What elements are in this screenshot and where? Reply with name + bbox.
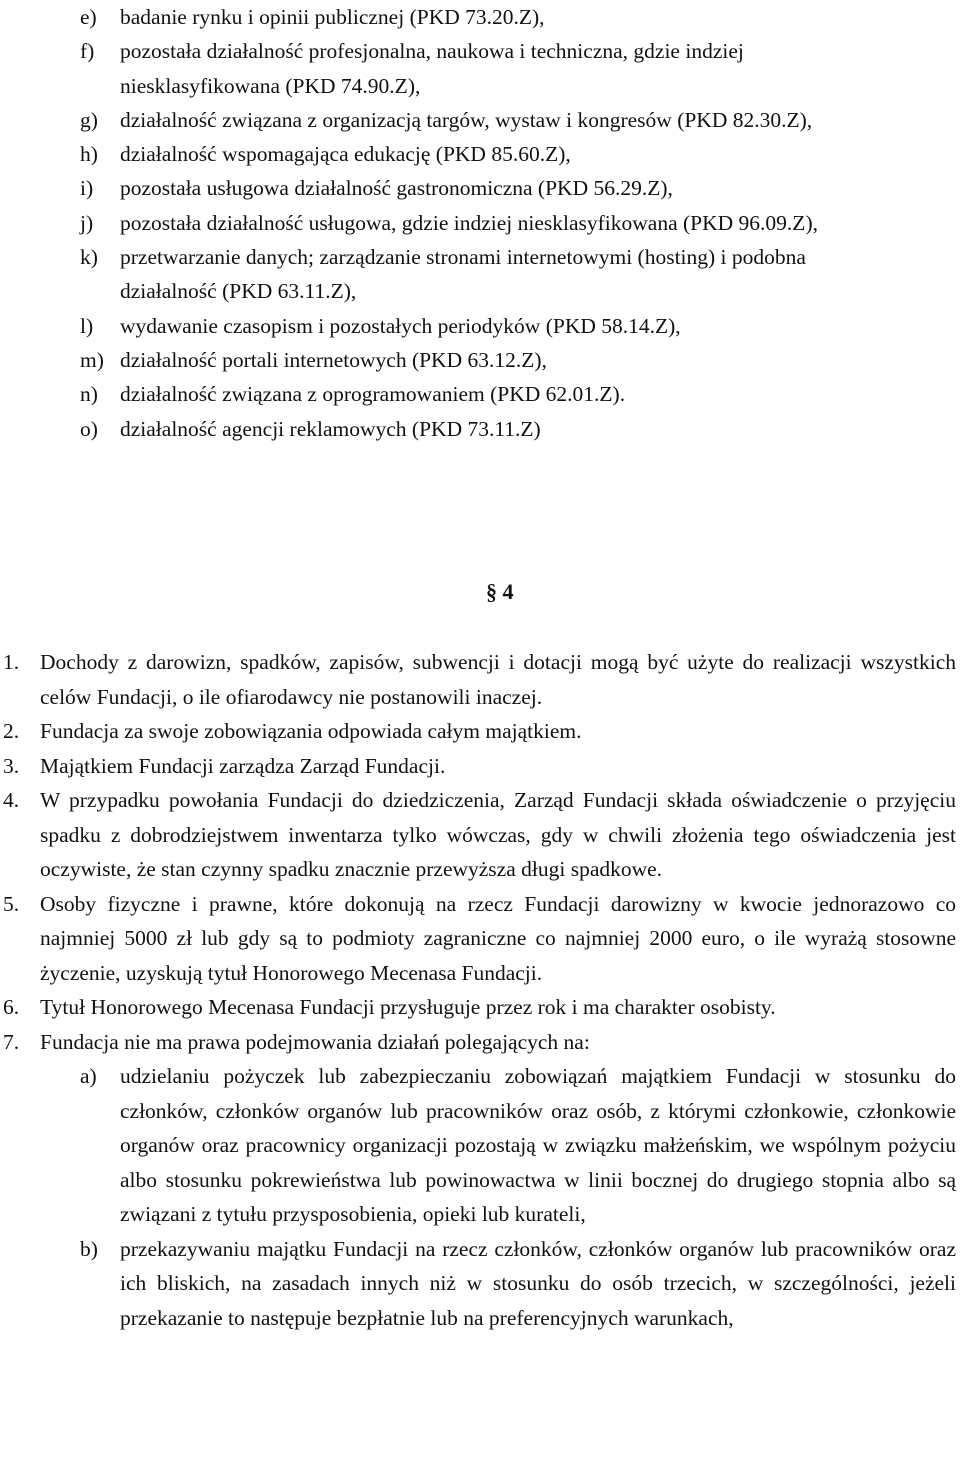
list-marker: k) bbox=[80, 245, 98, 270]
paragraph-text: Tytuł Honorowego Mecenasa Fundacji przysługuje przez rok i ma charakter osobisty. bbox=[40, 995, 776, 1019]
list-item bbox=[80, 137, 880, 171]
list-marker: 2. bbox=[3, 719, 20, 743]
list-marker: 7. bbox=[3, 1029, 20, 1054]
list-item bbox=[80, 34, 880, 103]
list-item-text: udzielaniu pożyczek lub zabezpieczaniu zobowiązań majątkiem Fundacji w stosunku do członków, członków organów lub pracowników oraz osób, z którymi członkowie, członkowie organów oraz pracownicy organizacji pozostają w związku małżeńskim, we wspólnym pożyciu albo stosunku pokrewieństwa lub powinowactwa w linii bocznej do drugiego stopnia albo są związani z tytułu przysposobienia, opieki lub kurateli, bbox=[120, 1064, 956, 1226]
list-item bbox=[80, 377, 880, 411]
list-item bbox=[80, 103, 880, 137]
list-item-text: działalność wspomagająca edukację (PKD 85.60.Z), bbox=[120, 142, 571, 167]
list-item-text: pozostała działalność profesjonalna, naukowa i techniczna, gdzie indziej niesklasyfikowana (PKD 74.90.Z), bbox=[120, 39, 744, 98]
list-item bbox=[80, 1059, 956, 1232]
paragraph-text: Fundacja za swoje zobowiązania odpowiada całym majątkiem. bbox=[40, 719, 582, 743]
list-item bbox=[80, 1232, 956, 1336]
list-item-text: pozostała usługowa działalność gastronomiczna (PKD 56.29.Z), bbox=[120, 176, 673, 201]
prohibited-actions-list bbox=[3, 1059, 956, 1335]
list-item bbox=[3, 749, 956, 784]
list-marker: e) bbox=[80, 5, 97, 29]
list-item bbox=[80, 206, 880, 240]
list-item-text: przetwarzanie danych; zarządzanie stronami internetowymi (hosting) i podobna działalność (PKD 63.11.Z), bbox=[120, 245, 806, 304]
paragraph-text: Osoby fizyczne i prawne, które dokonują na rzecz Fundacji darowizny w kwocie jednorazowo co najmniej 5000 zł lub gdy są to podmioty zagraniczne co najmniej 2000 euro, o ile wyrażą stosowne życzenie, uzyskują tytuł Honorowego Mecenasa Fundacji. bbox=[40, 891, 956, 985]
list-item bbox=[3, 1025, 956, 1336]
list-item bbox=[3, 783, 956, 887]
list-marker: n) bbox=[80, 382, 98, 407]
list-item bbox=[3, 645, 956, 714]
list-marker: h) bbox=[80, 142, 98, 167]
list-marker: 6. bbox=[3, 995, 20, 1019]
list-marker: i) bbox=[80, 176, 94, 201]
paragraph-text: Majątkiem Fundacji zarządza Zarząd Fundacji. bbox=[40, 753, 446, 778]
list-marker: m) bbox=[80, 347, 104, 372]
list-item-text: pozostała działalność usługowa, gdzie indziej niesklasyfikowana (PKD 96.09.Z), bbox=[120, 210, 818, 235]
list-marker: l) bbox=[80, 313, 94, 338]
section-heading: § 4 bbox=[486, 579, 514, 604]
list-item bbox=[3, 714, 956, 749]
list-item bbox=[80, 0, 880, 34]
list-item-text: działalność portali internetowych (PKD 63.12.Z), bbox=[120, 347, 547, 372]
list-marker: a) bbox=[80, 1064, 97, 1088]
list-item-text: przekazywaniu majątku Fundacji na rzecz członków, członków organów lub pracowników oraz ich bliskich, na zasadach innych niż w stosunku do osób trzecich, w szczególności, jeżeli przekazanie to następuje bezpłatnie lub na preferencyjnych warunkach, bbox=[120, 1236, 956, 1330]
list-item-text: wydawanie czasopism i pozostałych periodyków (PKD 58.14.Z), bbox=[120, 313, 681, 338]
paragraph-text: Dochody z darowizn, spadków, zapisów, subwencji i dotacji mogą być użyte do realizacji wszystkich celów Fundacji, o ile ofiarodawcy nie postanowili inaczej. bbox=[40, 650, 956, 709]
list-marker: 4. bbox=[3, 788, 20, 812]
list-item bbox=[80, 343, 880, 377]
list-marker: f) bbox=[80, 39, 95, 64]
list-marker: b) bbox=[80, 1236, 98, 1261]
paragraph-text: Fundacja nie ma prawa podejmowania działań polegających na: bbox=[40, 1029, 590, 1054]
list-marker: 3. bbox=[3, 753, 20, 778]
list-item-text: badanie rynku i opinii publicznej (PKD 73.20.Z), bbox=[120, 5, 545, 29]
list-marker: 5. bbox=[3, 891, 20, 916]
list-item-text: działalność związana z oprogramowaniem (PKD 62.01.Z). bbox=[120, 382, 626, 407]
list-item bbox=[3, 990, 956, 1025]
list-marker: o) bbox=[80, 416, 98, 441]
list-marker: g) bbox=[80, 107, 98, 132]
list-marker: j) bbox=[80, 210, 94, 235]
list-marker: 1. bbox=[3, 650, 20, 674]
paragraph-text: W przypadku powołania Fundacji do dziedziczenia, Zarząd Fundacji składa oświadczenie o przyjęciu spadku z dobrodziejstwem inwentarza tylko wówczas, gdy w chwili złożenia tego oświadczenia jest oczywiste, że stan czynny spadku znacznie przewyższa długi spadkowe. bbox=[40, 788, 956, 881]
numbered-paragraph-list bbox=[3, 645, 956, 1335]
list-item bbox=[80, 240, 880, 309]
list-item bbox=[80, 171, 880, 205]
pkd-activity-list bbox=[80, 0, 880, 446]
list-item-text: działalność związana z organizacją targów, wystaw i kongresów (PKD 82.30.Z), bbox=[120, 107, 813, 132]
list-item bbox=[80, 309, 880, 343]
list-item bbox=[80, 412, 880, 446]
list-item-text: działalność agencji reklamowych (PKD 73.11.Z) bbox=[120, 416, 541, 441]
list-item bbox=[3, 887, 956, 991]
